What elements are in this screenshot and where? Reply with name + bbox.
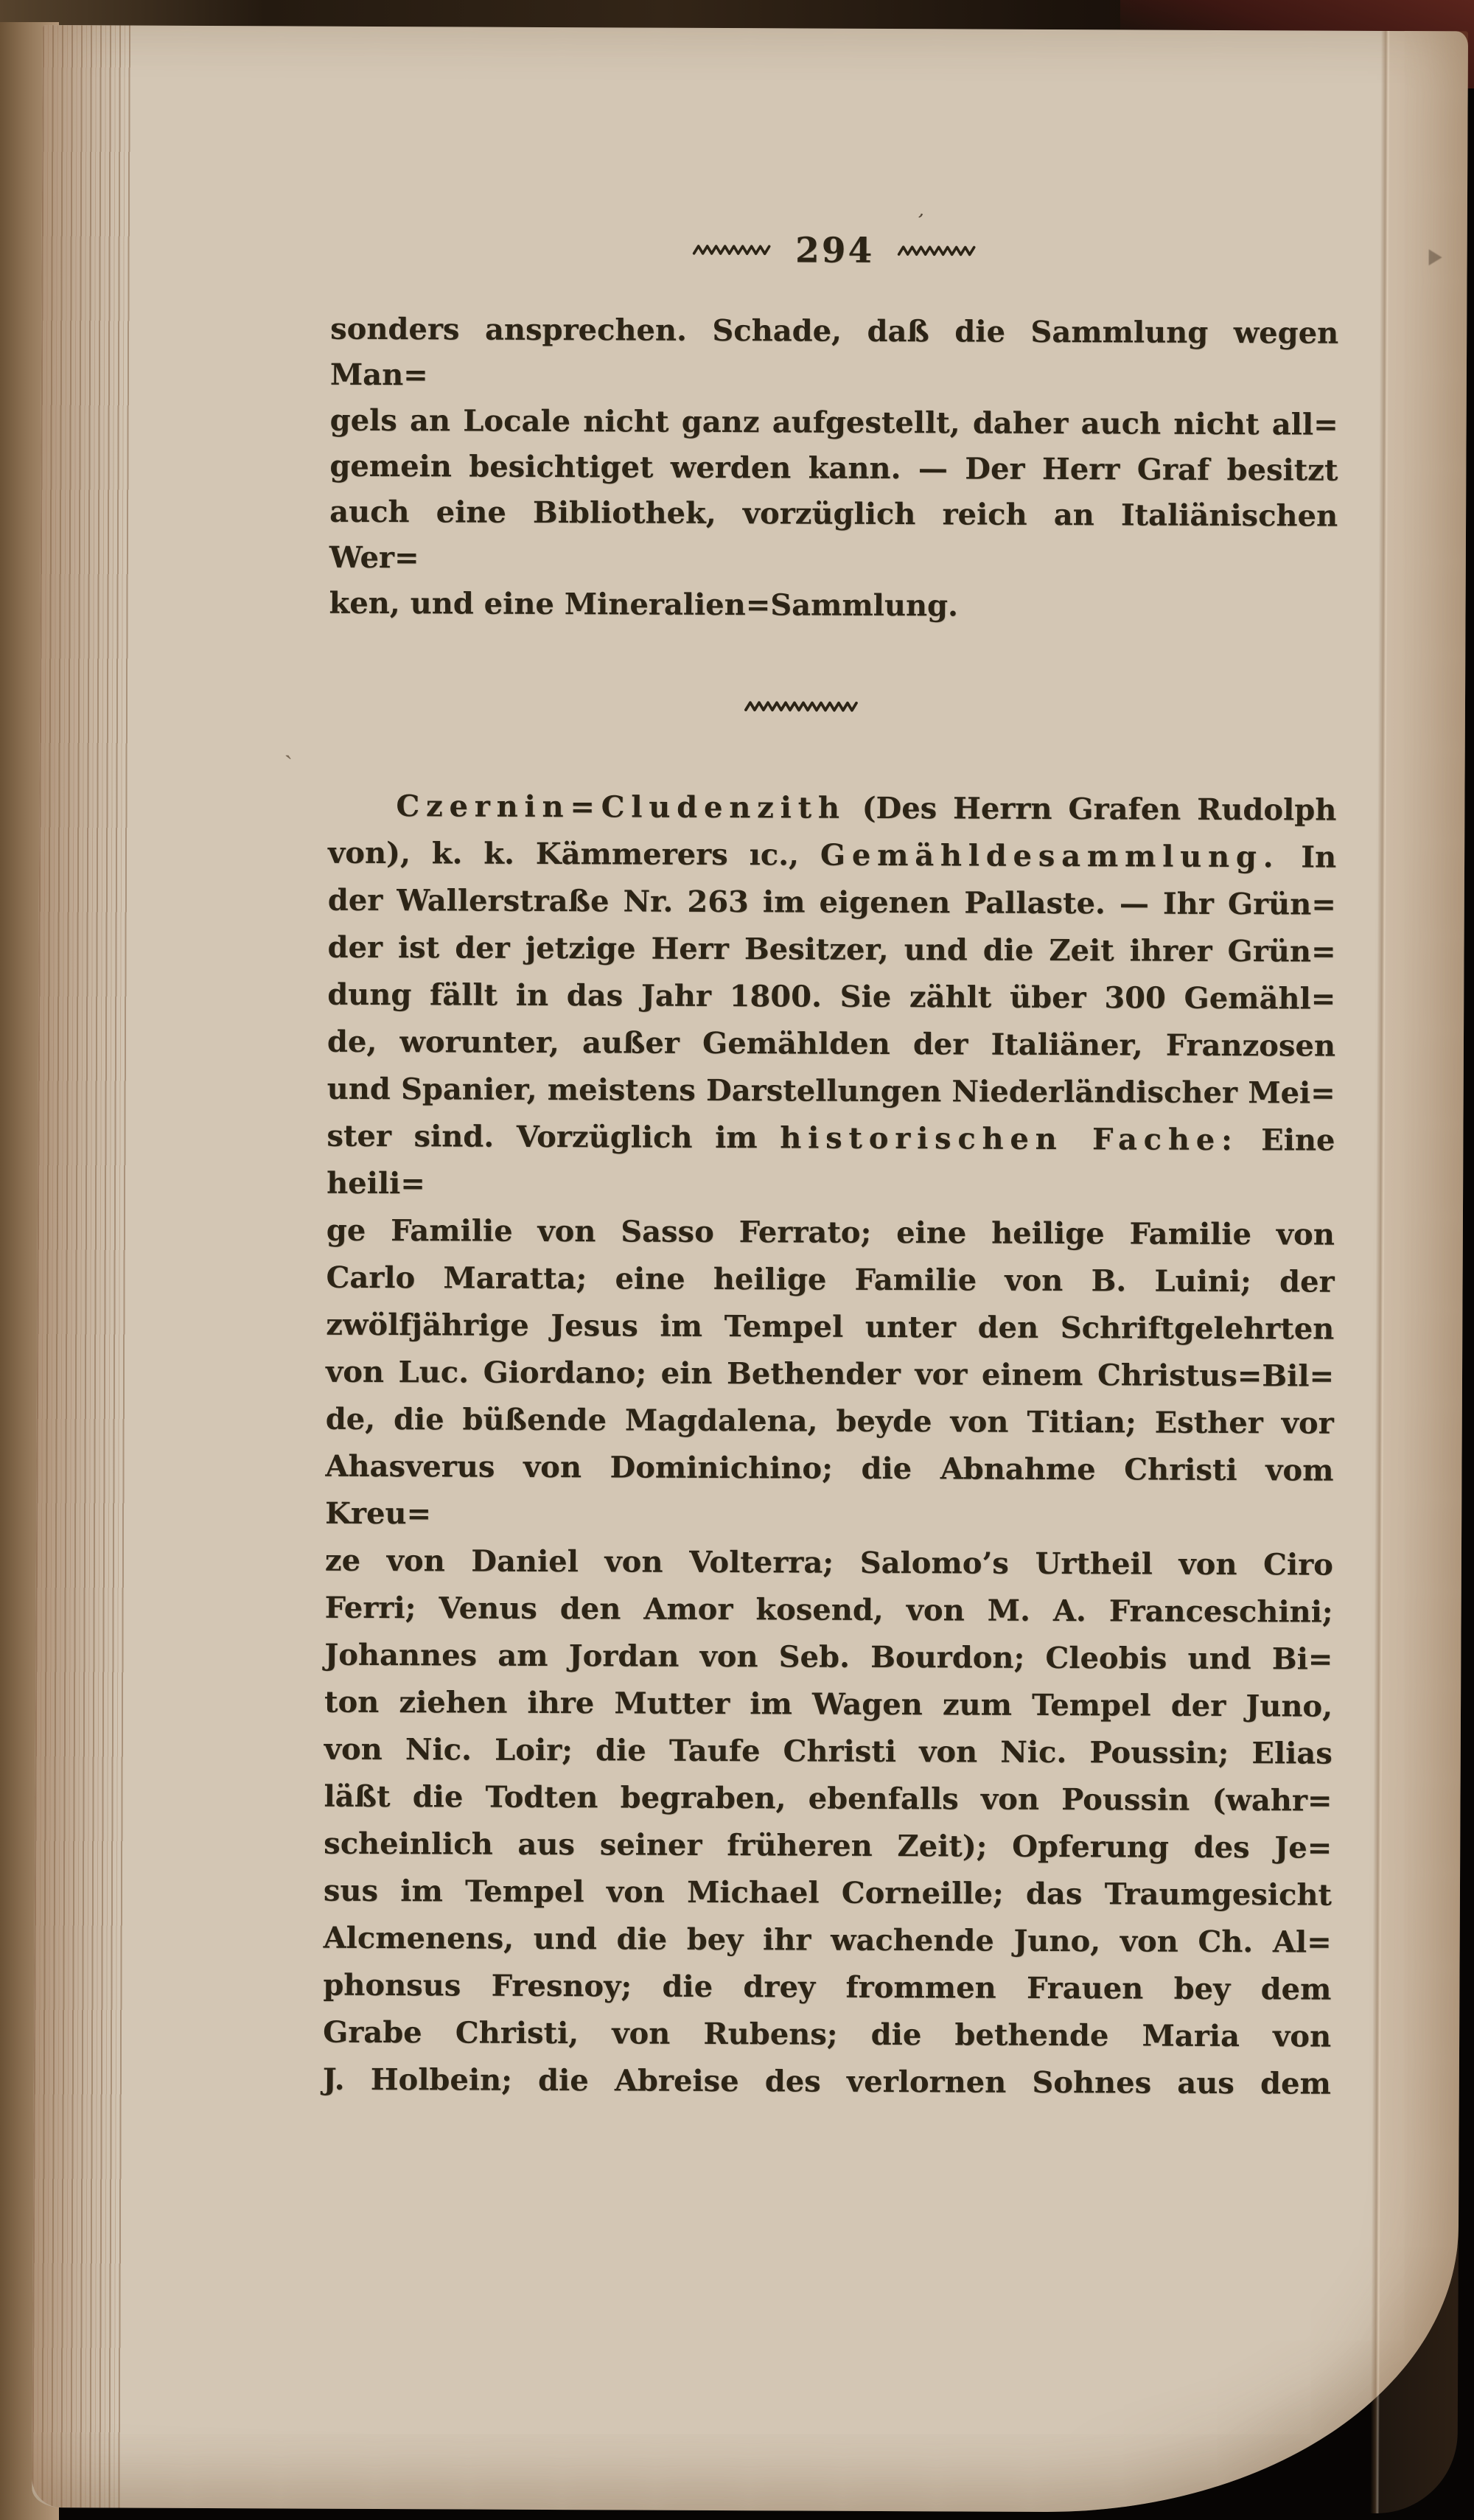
text-line xyxy=(324,1773,1332,1825)
book-page xyxy=(32,25,1468,2513)
text-segment: zwölfjährige Jesus im Tempel unter den Schriftgelehrten xyxy=(326,1307,1335,1347)
text-segment: dung fällt in das Jahr 1800. Sie zählt über 300 Gemähl= xyxy=(327,977,1336,1016)
text-segment: ster sind. Vorzüglich im xyxy=(326,1118,780,1156)
text-segment: der Wallerstraße Nr. 263 im eigenen Pallaste. — Ihr Grün= xyxy=(327,882,1336,922)
text-line xyxy=(330,307,1339,402)
text-line xyxy=(326,1396,1334,1448)
text-segment: der ist der jetzige Herr Besitzer, und die Zeit ihrer Grün= xyxy=(327,929,1336,969)
text-segment: von Nic. Loir; die Taufe Christi von Nic. Poussin; Elias xyxy=(324,1731,1332,1771)
text-segment: von), k. k. Kämmerers ıc., xyxy=(328,835,821,873)
text-segment: ton ziehen ihre Mutter im Wagen zum Tempel der Juno, xyxy=(324,1684,1333,1724)
text-segment: gemein besichtiget werden kann. — Der Herr Graf besitzt xyxy=(329,448,1338,488)
text-line xyxy=(324,1585,1332,1636)
binding-page-edges xyxy=(32,25,131,2507)
text-line xyxy=(327,1019,1335,1070)
text-line xyxy=(324,1632,1332,1683)
margin-ink-tick: ˏ xyxy=(284,730,293,761)
text-line xyxy=(324,1868,1332,1919)
text-segment: J. Holbein; die Abreise des verlornen Sohnes aus dem xyxy=(322,2062,1331,2101)
text-segment: von Luc. Giordano; ein Bethender vor einem Christus=Bil= xyxy=(325,1354,1335,1394)
text-line xyxy=(329,489,1338,585)
text-segment: auch eine Bibliothek, vorzüglich reich an Italiänischen Wer= xyxy=(329,494,1338,576)
text-segment: Alcmenens, und die bey ihr wachende Juno, von Ch. Al= xyxy=(323,1920,1332,1960)
text-segment: Ahasverus von Dominichino; die Abnahme Christi vom Kreu= xyxy=(325,1448,1334,1532)
text-line xyxy=(327,971,1335,1023)
text-line xyxy=(329,581,1337,631)
text-line xyxy=(324,1726,1332,1778)
page-header xyxy=(331,209,1339,279)
text-segment: de, worunter, außer Gemählden der Italiäner, Franzosen xyxy=(326,1024,1336,1064)
text-line xyxy=(324,1915,1332,1966)
text-line xyxy=(324,1821,1332,1872)
text-line xyxy=(326,1207,1335,1259)
letterspaced-text: historischen Fache: xyxy=(780,1120,1239,1158)
text-segment: Ferri; Venus den Amor kosend, von M. A. Franceschini; xyxy=(324,1590,1333,1630)
text-line xyxy=(328,877,1336,929)
paragraph-czernin-gallery xyxy=(323,783,1337,2108)
margin-arrow-mark xyxy=(1429,249,1442,265)
paragraph-collection-remark xyxy=(329,307,1338,631)
text-line xyxy=(326,1302,1334,1353)
text-segment: sus im Tempel von Michael Corneille; das Traumgesicht xyxy=(323,1873,1332,1913)
text-line xyxy=(326,1113,1335,1212)
text-line xyxy=(330,398,1338,448)
text-segment: läßt die Todten begraben, ebenfalls von Poussin (wahr= xyxy=(324,1779,1332,1818)
text-segment: phonsus Fresnoy; die drey frommen Frauen bey dem xyxy=(323,1967,1332,2007)
squiggle-divider xyxy=(743,699,861,714)
text-line xyxy=(328,830,1336,882)
text-line xyxy=(325,1538,1333,1589)
text-line xyxy=(329,444,1338,494)
text-segment: Grabe Christi, von Rubens; die bethende Maria von xyxy=(323,2014,1332,2054)
fore-edge-shading xyxy=(1376,31,1468,2513)
text-segment: Eine heili= xyxy=(326,1123,1335,1201)
text-line xyxy=(323,2056,1331,2108)
section-divider xyxy=(298,697,1306,719)
text-line xyxy=(327,924,1335,976)
text-segment: de, die büßende Magdalena, beyde von Titian; Esther vor xyxy=(325,1401,1334,1441)
text-line xyxy=(324,1679,1332,1731)
text-segment: Carlo Maratta; eine heilige Familie von B. Luini; der xyxy=(326,1260,1335,1299)
letterspaced-text: Gemähldesammlung. xyxy=(820,837,1280,875)
stray-ink-mark: ʼ xyxy=(912,209,926,233)
text-line xyxy=(326,1254,1334,1306)
text-segment: sonders ansprechen. Schade, daß die Sammlung wegen Man= xyxy=(329,311,1339,393)
text-line xyxy=(323,1962,1331,2014)
text-line xyxy=(325,1443,1334,1542)
text-segment: ge Familie von Sasso Ferrato; eine heilige Familie von xyxy=(326,1212,1335,1252)
squiggle-ornament-left xyxy=(692,243,773,256)
letterspaced-text: Czernin=Cludenzith xyxy=(396,789,846,826)
text-segment: Johannes am Jordan von Seb. Bourdon; Cleobis und Bi= xyxy=(324,1637,1333,1677)
squiggle-ornament-right xyxy=(896,244,977,257)
text-segment: In xyxy=(1279,840,1337,875)
text-segment: scheinlich aus seiner früheren Zeit); Opferung des Je= xyxy=(324,1826,1332,1865)
text-segment: gels an Locale nicht ganz aufgestellt, daher auch nicht all= xyxy=(329,402,1338,442)
page-number: 294 xyxy=(794,229,875,271)
text-segment: ken, und eine Mineralien=Sammlung. xyxy=(329,585,959,624)
text-segment: ze von Daniel von Volterra; Salomo’s Urtheil von Ciro xyxy=(324,1543,1334,1582)
text-line xyxy=(327,1066,1335,1117)
text-segment: (Des Herrn Grafen Rudolph xyxy=(845,790,1337,828)
text-line xyxy=(323,2009,1331,2061)
text-line xyxy=(328,783,1336,834)
printed-content xyxy=(322,209,1339,2108)
text-segment: und Spanier, meistens Darstellungen Niederländischer Mei= xyxy=(326,1071,1335,1111)
text-line xyxy=(326,1349,1334,1400)
